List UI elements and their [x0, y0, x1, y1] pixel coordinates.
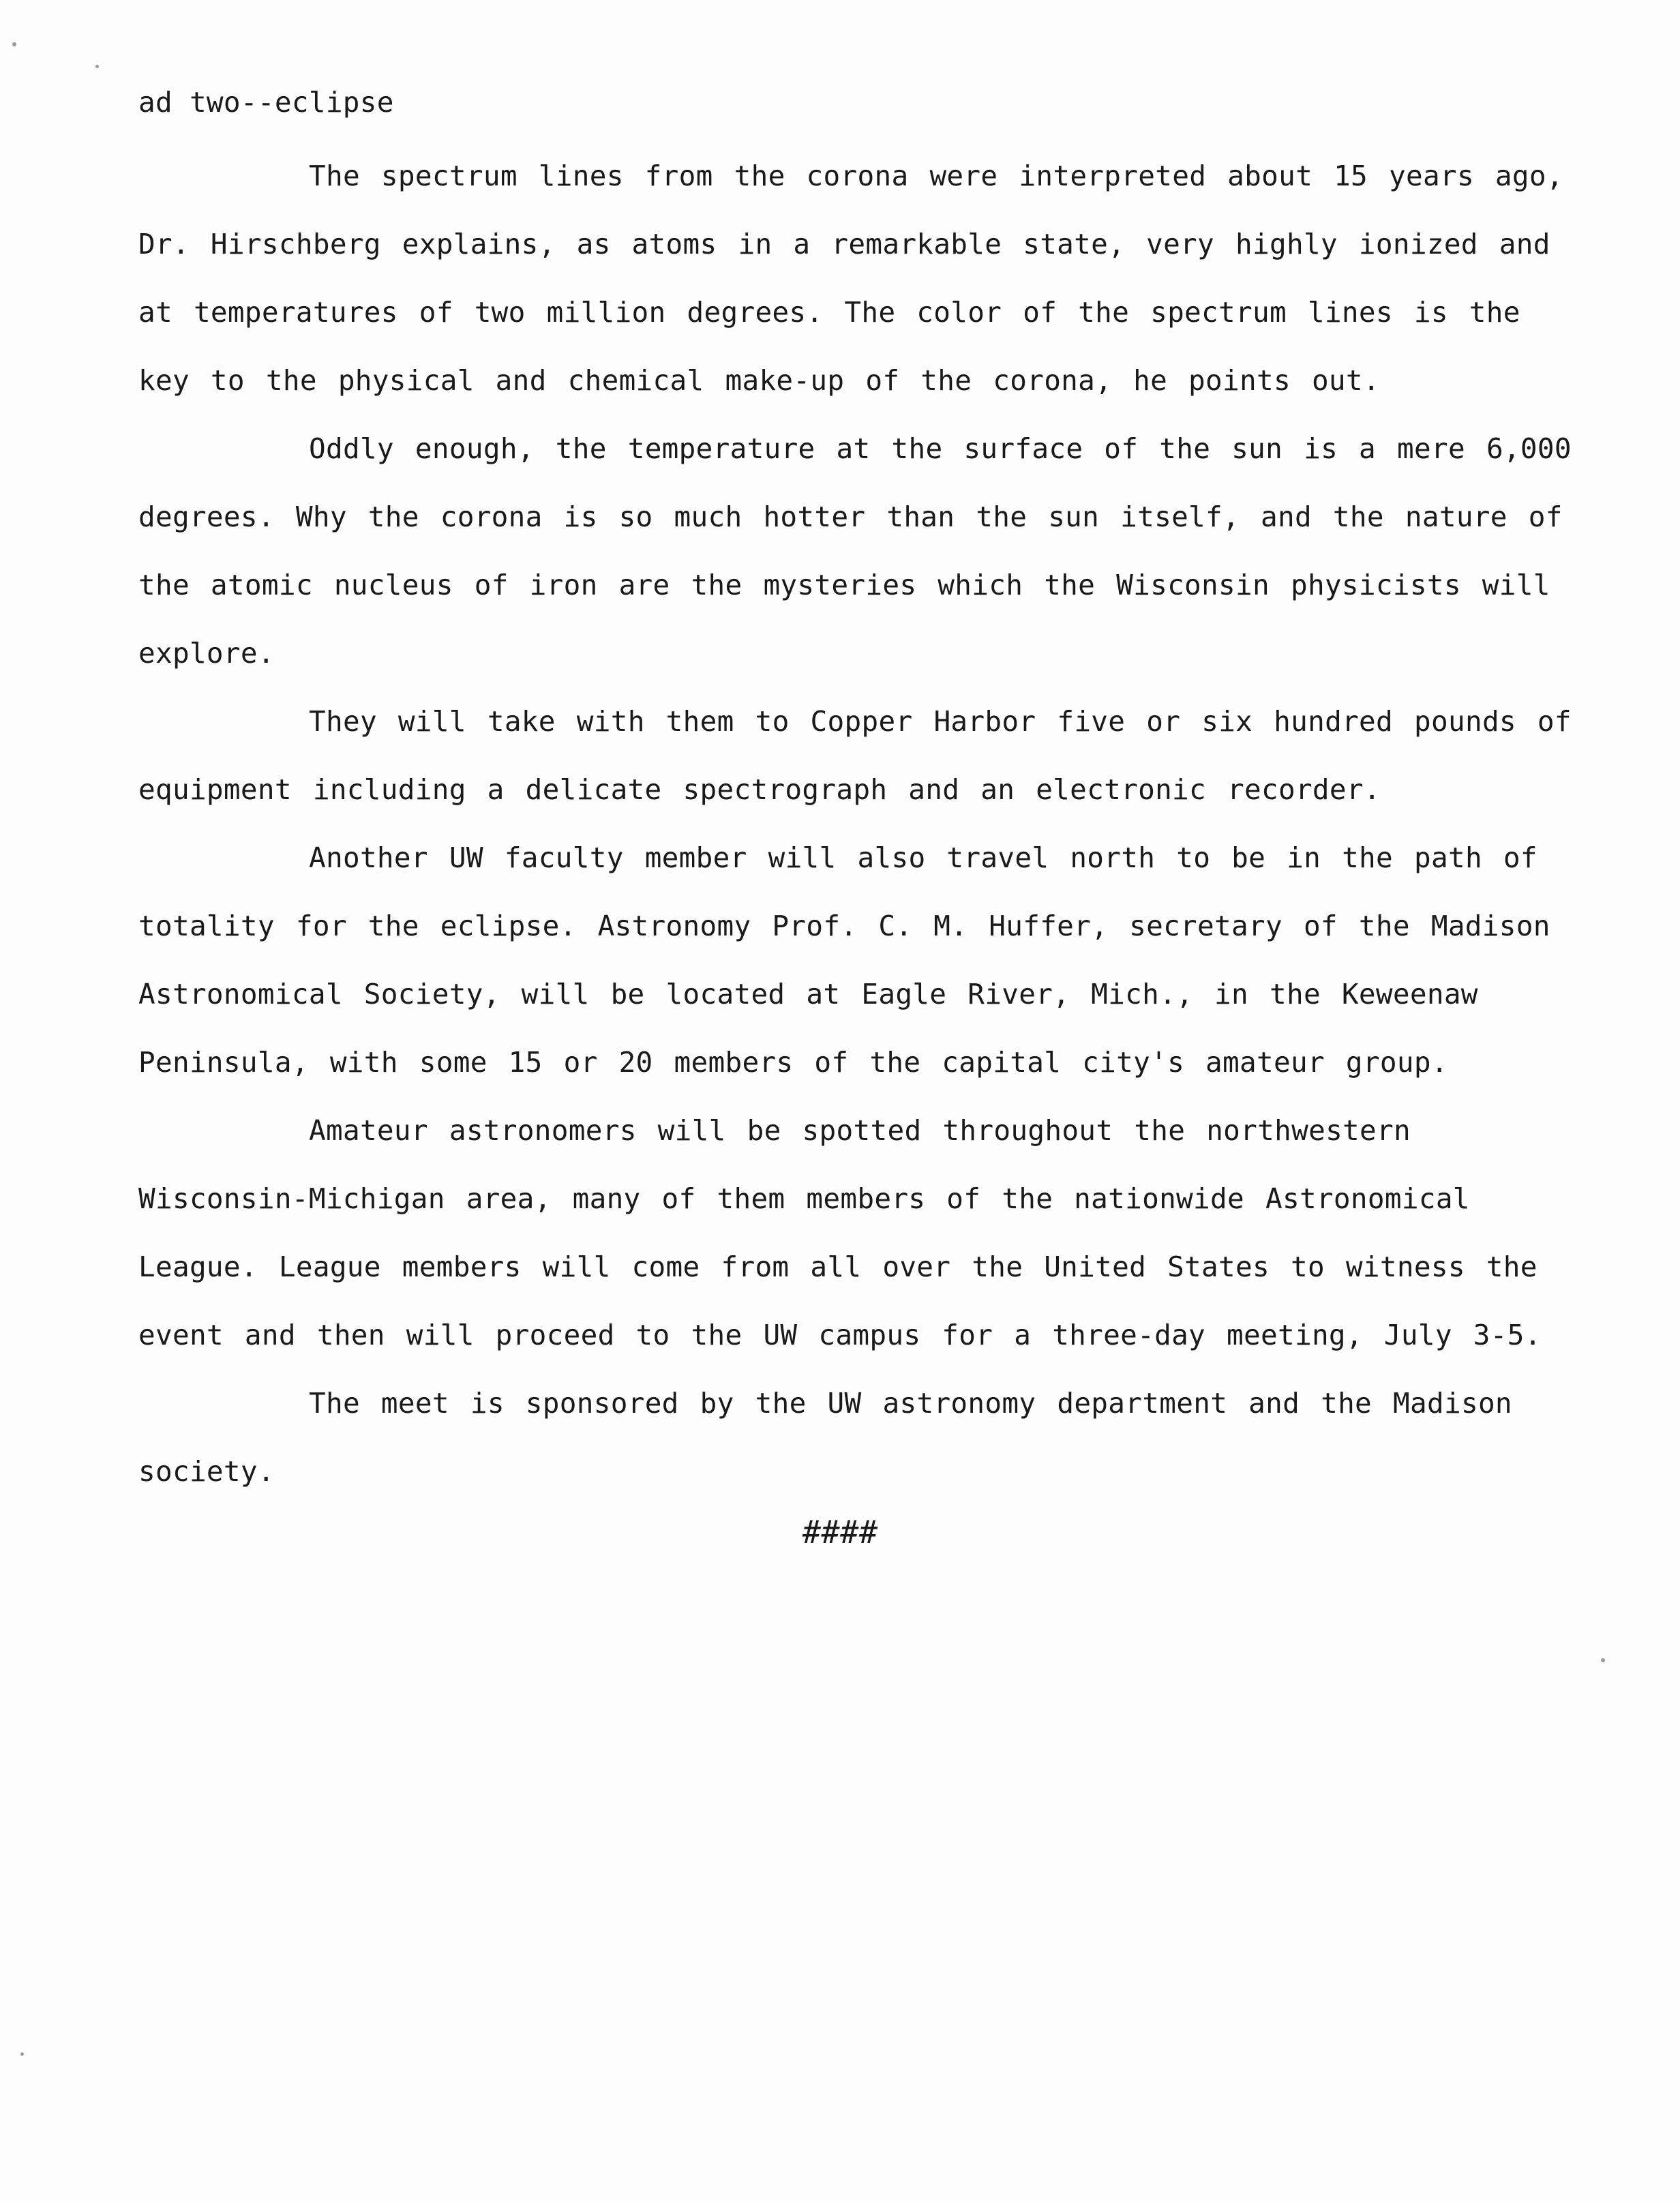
paragraph-amateur-astronomers: Amateur astronomers will be spotted throughout the northwestern Wisconsin-Michigan area, many of them members of the nationwide Astronomical League. League members will come from all over the United States to witness the event and then will proceed to the UW campus for a three-day meeting, July 3-5. [138, 1114, 1542, 1351]
paragraph-sun-temperature: Oddly enough, the temperature at the surface of the sun is a mere 6,000 degrees. Why the corona is so much hotter than the sun itself, and the nature of the atomic nucleus of iron are the mysteries which the Wisconsin physicists will explore. [138, 432, 1572, 670]
paper-speck [12, 42, 16, 46]
paragraph-corona-spectrum: The spectrum lines from the corona were interpreted about 15 years ago, Dr. Hirschberg explains, as atoms in a remarkable state, very highly ionized and at temperatures of two million degrees. The color of the spectrum lines is the key to the physical and chemical make-up of the corona, he points out. [138, 160, 1563, 397]
paragraph-sponsorship: The meet is sponsored by the UW astronomy department and the Madison society. [138, 1387, 1512, 1488]
paper-speck [1601, 1658, 1605, 1662]
paragraph-huffer: Another UW faculty member will also travel north to be in the path of totality for the eclipse. Astronomy Prof. C. M. Huffer, secretary of the Madison Astronomical Society, will be located at Eagle River, Mich., in the Keweenaw Peninsula, with some 15 or 20 members of the capital city's amateur group. [138, 841, 1550, 1079]
paper-speck [95, 65, 99, 68]
page-slug: ad two--eclipse [138, 86, 394, 119]
paper-speck [20, 2052, 24, 2056]
typed-document-body [138, 75, 1591, 1506]
paragraph-equipment: They will take with them to Copper Harbor five or six hundred pounds of equipment including a delicate spectrograph and an electronic recorder. [138, 705, 1572, 806]
end-of-release-mark: #### [802, 1514, 878, 1551]
